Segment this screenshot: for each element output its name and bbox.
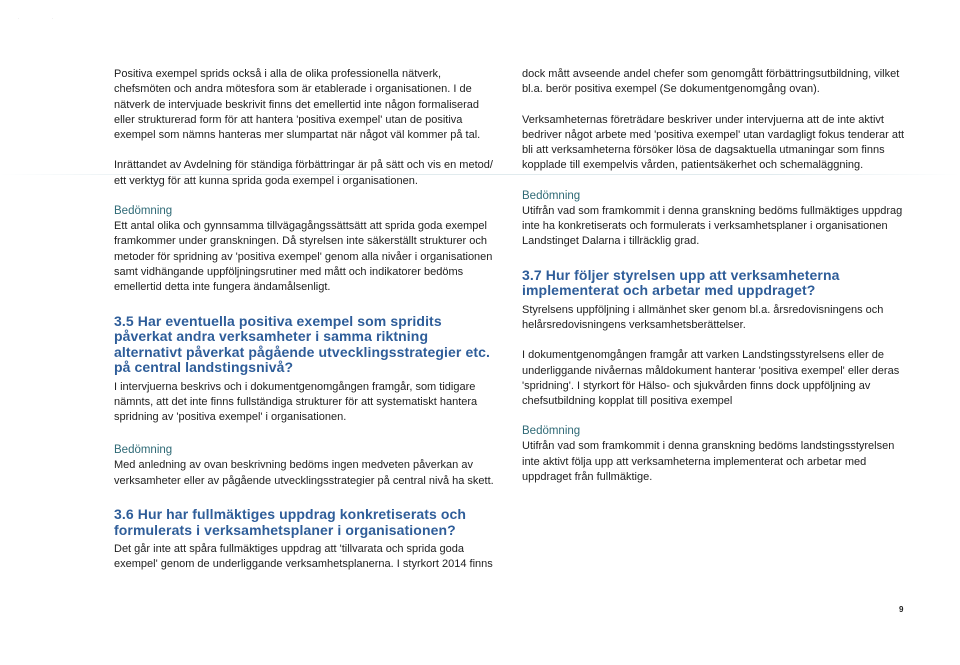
assessment-label: Bedömning xyxy=(522,189,581,202)
assessment-label: Bedömning xyxy=(114,205,173,218)
assessment-label: Bedömning xyxy=(522,425,581,438)
assessment-text: Utifrån vad som framkommit i denna granskning bedöms landstingsstyrelsen inte aktivt följa upp att verksamheterna implementerat och arbetar med uppdraget från fullmäktige. xyxy=(522,440,895,484)
scan-speck: · xyxy=(52,16,54,21)
assessment-text: Utifrån vad som framkommit i denna granskning bedöms fullmäktiges uppdrag inte ha konkretiserats och formulerats i verksamhetsplaner i organisationen Landstinget Dalarna i tillräcklig grad. xyxy=(522,204,903,248)
paragraph: Inrättandet av Avdelning för ständiga förbättringar är på sätt och vis en metod/ ett verktyg för att kunna sprida goda exempel i organisationen. xyxy=(114,159,493,187)
paragraph: Verksamheternas företrädare beskriver under intervjuerna att de inte aktivt bedriver något arbete med 'positiva exempel' utan vardagligt fokus tenderar att bli att verksamheterna försöker lösa de dagsaktuella utmaningar som finns kopplade till exempelvis vården, patientsäkerhet och schemaläggning. xyxy=(522,113,905,172)
paragraph: I dokumentgenomgången framgår att varken Landstingsstyrelsens eller de underliggande nivåernas måldokument hanterar 'positiva exempel' eller deras 'spridning'. I styrkort för Hälso- och sjukvården finns dock uppföljning av chefsutbildning kopplat till positiva exempel xyxy=(522,349,900,408)
section-heading-3-7: 3.7 Hur följer styrelsen upp att verksamheterna implementerat och arbetar med uppdraget? xyxy=(522,266,840,299)
scan-speck: · xyxy=(18,16,20,21)
assessment-text: Ett antal olika och gynnsamma tillvägagångssättsätt att sprida goda exempel framkommer under granskningen. Då styrelsen inte säkerställt strukturer och metoder för spridning av 'positiva exempel' genom alla nivåer i organisationen samt vidhängande uppföljningsrutiner med mått och indikatorer bedöms emellertid detta inte fungera ändamålsenligt. xyxy=(114,220,493,294)
paragraph: Styrelsens uppföljning i allmänhet sker genom bl.a. årsredovisningens och helårsredovisningens verksamhetsberättelser. xyxy=(522,303,884,331)
right-column xyxy=(522,67,906,485)
paragraph: Det går inte att spåra fullmäktiges uppdrag att 'tillvarata och sprida goda exempel' genom de underliggande verksamhetsplanerna. I styrkort 2014 finns xyxy=(114,543,493,571)
section-heading-3-5: 3.5 Har eventuella positiva exempel som spridits påverkat andra verksamheter i samma riktning alternativt påverkat pågående utvecklingsstrategier etc. på central landstingsnivå? xyxy=(114,312,490,376)
paragraph: dock mått avseende andel chefer som genomgått förbättringsutbildning, vilket bl.a. berör positiva exempel (Se dokumentgenomgång ovan). xyxy=(522,68,900,96)
section-heading-3-6: 3.6 Hur har fullmäktiges uppdrag konkretiserats och formulerats i verksamhetsplaner i organisationen? xyxy=(114,506,467,538)
assessment-text: Med anledning av ovan beskrivning bedöms ingen medveten påverkan av verksamheter eller av pågående utvecklingsstrategier på central nivå ha skett. xyxy=(114,459,494,487)
left-column xyxy=(114,67,500,573)
paragraph: Positiva exempel sprids också i alla de olika professionella nätverk, chefsmöten och andra mötesfora som är etablerade i organisationen. I de nätverk de intervjuade beskrivit finns det emellertid inte någon formaliserad eller strukturerad form för att hantera 'positiva exempel' utan de positiva exempel som nämns hanteras mer slumpartat när något väl kommer på tal. xyxy=(114,68,481,142)
assessment-label: Bedömning xyxy=(114,444,173,457)
paragraph: I intervjuerna beskrivs och i dokumentgenomgången framgår, som tidigare nämnts, att det inte finns fullständiga strukturer för att systematiskt hantera spridning av 'positiva exempel' i organisationen. xyxy=(114,380,478,424)
page-number: 9 xyxy=(899,605,904,614)
